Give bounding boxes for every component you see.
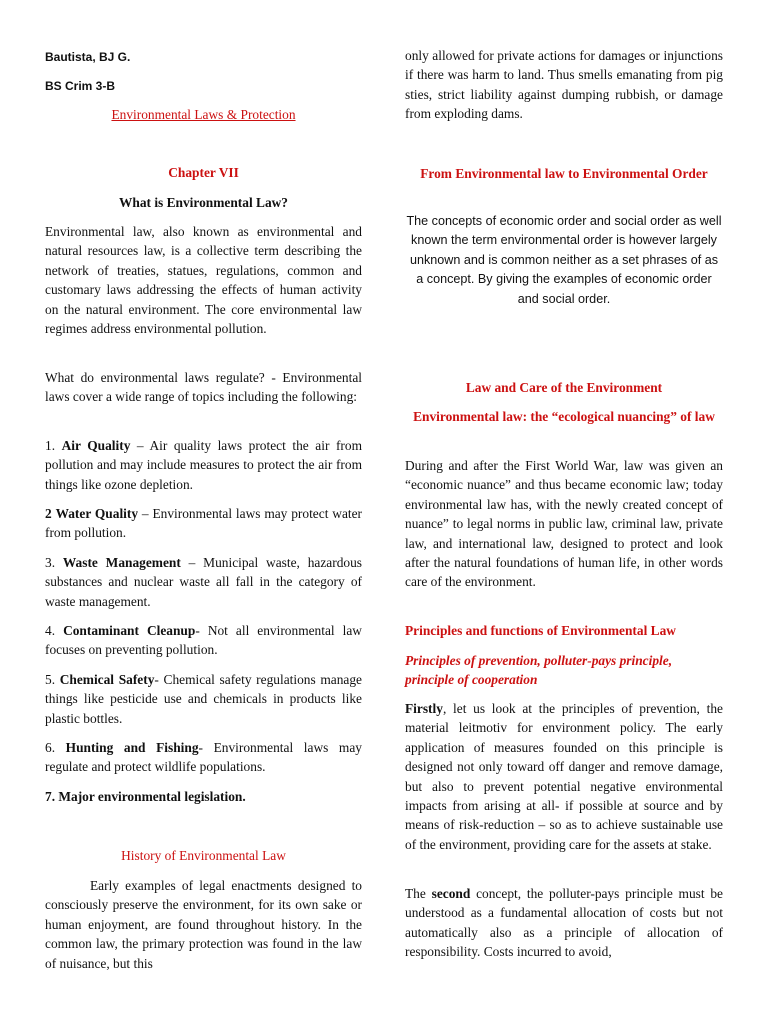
env-order-heading: From Environmental law to Environmental Order — [420, 166, 708, 181]
list-item-major-legislation: 7. Major environmental legislation. — [45, 789, 246, 804]
list-item-waste-management: 3. Waste Management – Municipal waste, hazardous substances and nuclear waste all fall in the category of waste management. — [45, 555, 362, 609]
list-item-air-quality: 1. Air Quality – Air quality laws protect the air from pollution and may include measures to protect the air from things like ozone depletion. — [45, 438, 362, 492]
care-heading: Law and Care of the Environment — [465, 380, 663, 395]
course-label: BS Crim 3-B — [45, 79, 116, 93]
author-name: Bautista, BJ G. — [45, 50, 131, 64]
intro-paragraph: Environmental law, also known as environmental and natural resources law, is a collective term describing the network of treaties, statues, regulations, common and customary laws addressing the effects of human activity on the natural environment. The core environmental law regimes address environmental pollution. — [45, 224, 362, 337]
firstly-paragraph: Firstly, let us look at the principles of prevention, the material leitmotiv for environment policy. The early application of measures founded on this principle is designed not only toward off danger and remove damage, but also to prevent potential negative environmental impacts from arising at all- if possible at source and by means of risk-reduction – so as to achieve sustainable use of the environment, providing care for the assets at stake. — [405, 701, 723, 852]
principles-subheading: Principles of prevention, polluter-pays principle, principle of cooperation — [405, 653, 673, 688]
list-item-chemical-safety: 5. Chemical Safety- Chemical safety regulations manage things like pesticide use and chemicals in products like plastic bottles. — [45, 672, 362, 726]
question-heading: What is Environmental Law? — [118, 195, 289, 210]
list-item-hunting-fishing: 6. Hunting and Fishing- Environmental laws may regulate and protect wildlife populations. — [45, 740, 362, 775]
nuance-heading: Environmental law: the “ecological nuancing” of law — [413, 409, 715, 424]
chapter-heading: Chapter VII — [168, 165, 239, 180]
second-paragraph: The second concept, the polluter-pays principle must be understood as a fundamental allocation of costs but not automatically also as a principle of allocation of responsibility. Costs incurred to avoid, — [405, 886, 723, 960]
list-item-contaminant-cleanup: 4. Contaminant Cleanup- Not all environmental law focuses on preventing pollution. — [45, 623, 362, 658]
continued-paragraph: only allowed for private actions for damages or injunctions if there was harm to land. Thus smells emanating from pig sties, strict liability against dumping rubbish, or damage from exploding dams. — [405, 48, 723, 122]
list-item-water-quality: 2 Water Quality – Environmental laws may protect water from pollution. — [45, 506, 363, 541]
env-order-paragraph: The concepts of economic order and social order as well known the term environmental order is however largely unknown and is common neither as a set phrases of as a concept. By giving the examples of economic order and social order. — [406, 214, 722, 306]
document-title: Environmental Laws & Protection — [111, 107, 296, 122]
nuance-paragraph: During and after the First World War, law was given an “economic nuance” and thus became economic law; today environmental law has, with the newly created concept of nuance” to legal norms in public law, criminal law, private law, and international law, designed to protect and look after the natural foundations of human life, in other words care of the environment. — [405, 458, 723, 590]
history-paragraph: Early examples of legal enactments designed to consciously preserve the environment, for its own sake or human enjoyment, are found throughout history. In the common law, the primary protection was found in the law of nuisance, but this — [45, 878, 362, 971]
regulate-paragraph: What do environmental laws regulate? - Environmental laws cover a wide range of topics including the following: — [45, 370, 362, 405]
principles-heading: Principles and functions of Environmental Law — [405, 623, 676, 638]
history-heading: History of Environmental Law — [121, 848, 286, 863]
